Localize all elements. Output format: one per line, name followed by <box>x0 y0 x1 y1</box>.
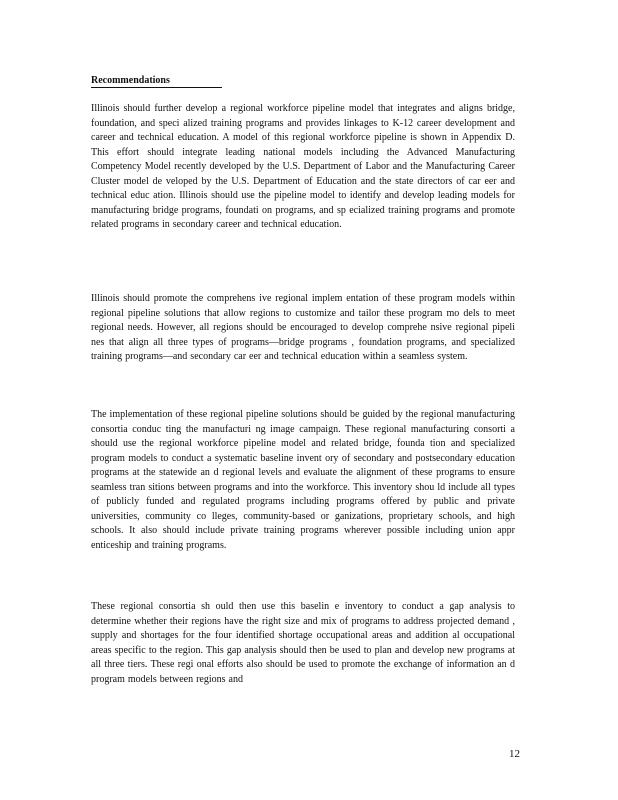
paragraph-pipeline-model: Illinois should further develop a regional workforce pipeline model that integrates and aligns bridge, foundation, and speci alized training programs and provides linkages to K-12 career development and career and technical education. A model of this regional workforce pipeline is shown in Appendix D. This effort should integrate leading national models including the Advanced Manufacturing Competency Model recently developed by the U.S. Department of Labor and the Manufacturing Career Cluster model de veloped by the U.S. Department of Education and the state directors of car eer and technical educ ation. Illinois should use the pipeline model to identify and develop leading models for manufacturing bridge programs, foundati on programs, and sp ecialized training programs and promote related programs in secondary career and technical education. <box>91 103 515 230</box>
section-heading: Recommendations <box>91 75 222 88</box>
paragraph-gap-analysis: These regional consortia sh ould then use this baselin e inventory to conduct a gap analysis to determine whether their regions have the right size and mix of programs to address projected demand , supply and shortages for the four identified shortage occupational areas and addition al occupational areas specific to the region. This gap analysis should then be used to plan and develop new programs at all three tiers. These regi onal efforts also should be used to promote the exchange of information an d program models between regions and <box>91 601 515 685</box>
paragraph-consortia-inventory: The implementation of these regional pipeline solutions should be guided by the regional manufacturing consortia conduc ting the manufacturi ng image campaign. These regional manufacturing consorti a should use the regional workforce pipeline model and related bridge, founda tion and specialized program models to conduct a systematic baseline invent ory of secondary and postsecondary education programs at the statewide an d regional levels and evaluate the alignment of these programs to ensure seamless tran sitions between programs and into the workforce. This inventory shou ld include all types of publicly funded and regulated programs including programs offered by public and private universities, community co lleges, community-based or ganizations, proprietary schools, and high schools. It also should include private training programs wherever possible including union appr enticeship and training programs. <box>91 409 515 551</box>
paragraph-regional-implementation: Illinois should promote the comprehens ive regional implem entation of these program models within regional pipeline solutions that allow regions to customize and tailor these program mo dels to meet regional needs. However, all regions should be encouraged to develop comprehe nsive regional pipeli nes that align all three types of programs—bridge programs , foundation programs, and specialized training programs—and secondary car eer and technical education within a seamless system. <box>91 293 515 362</box>
page-number: 12 <box>509 748 520 760</box>
